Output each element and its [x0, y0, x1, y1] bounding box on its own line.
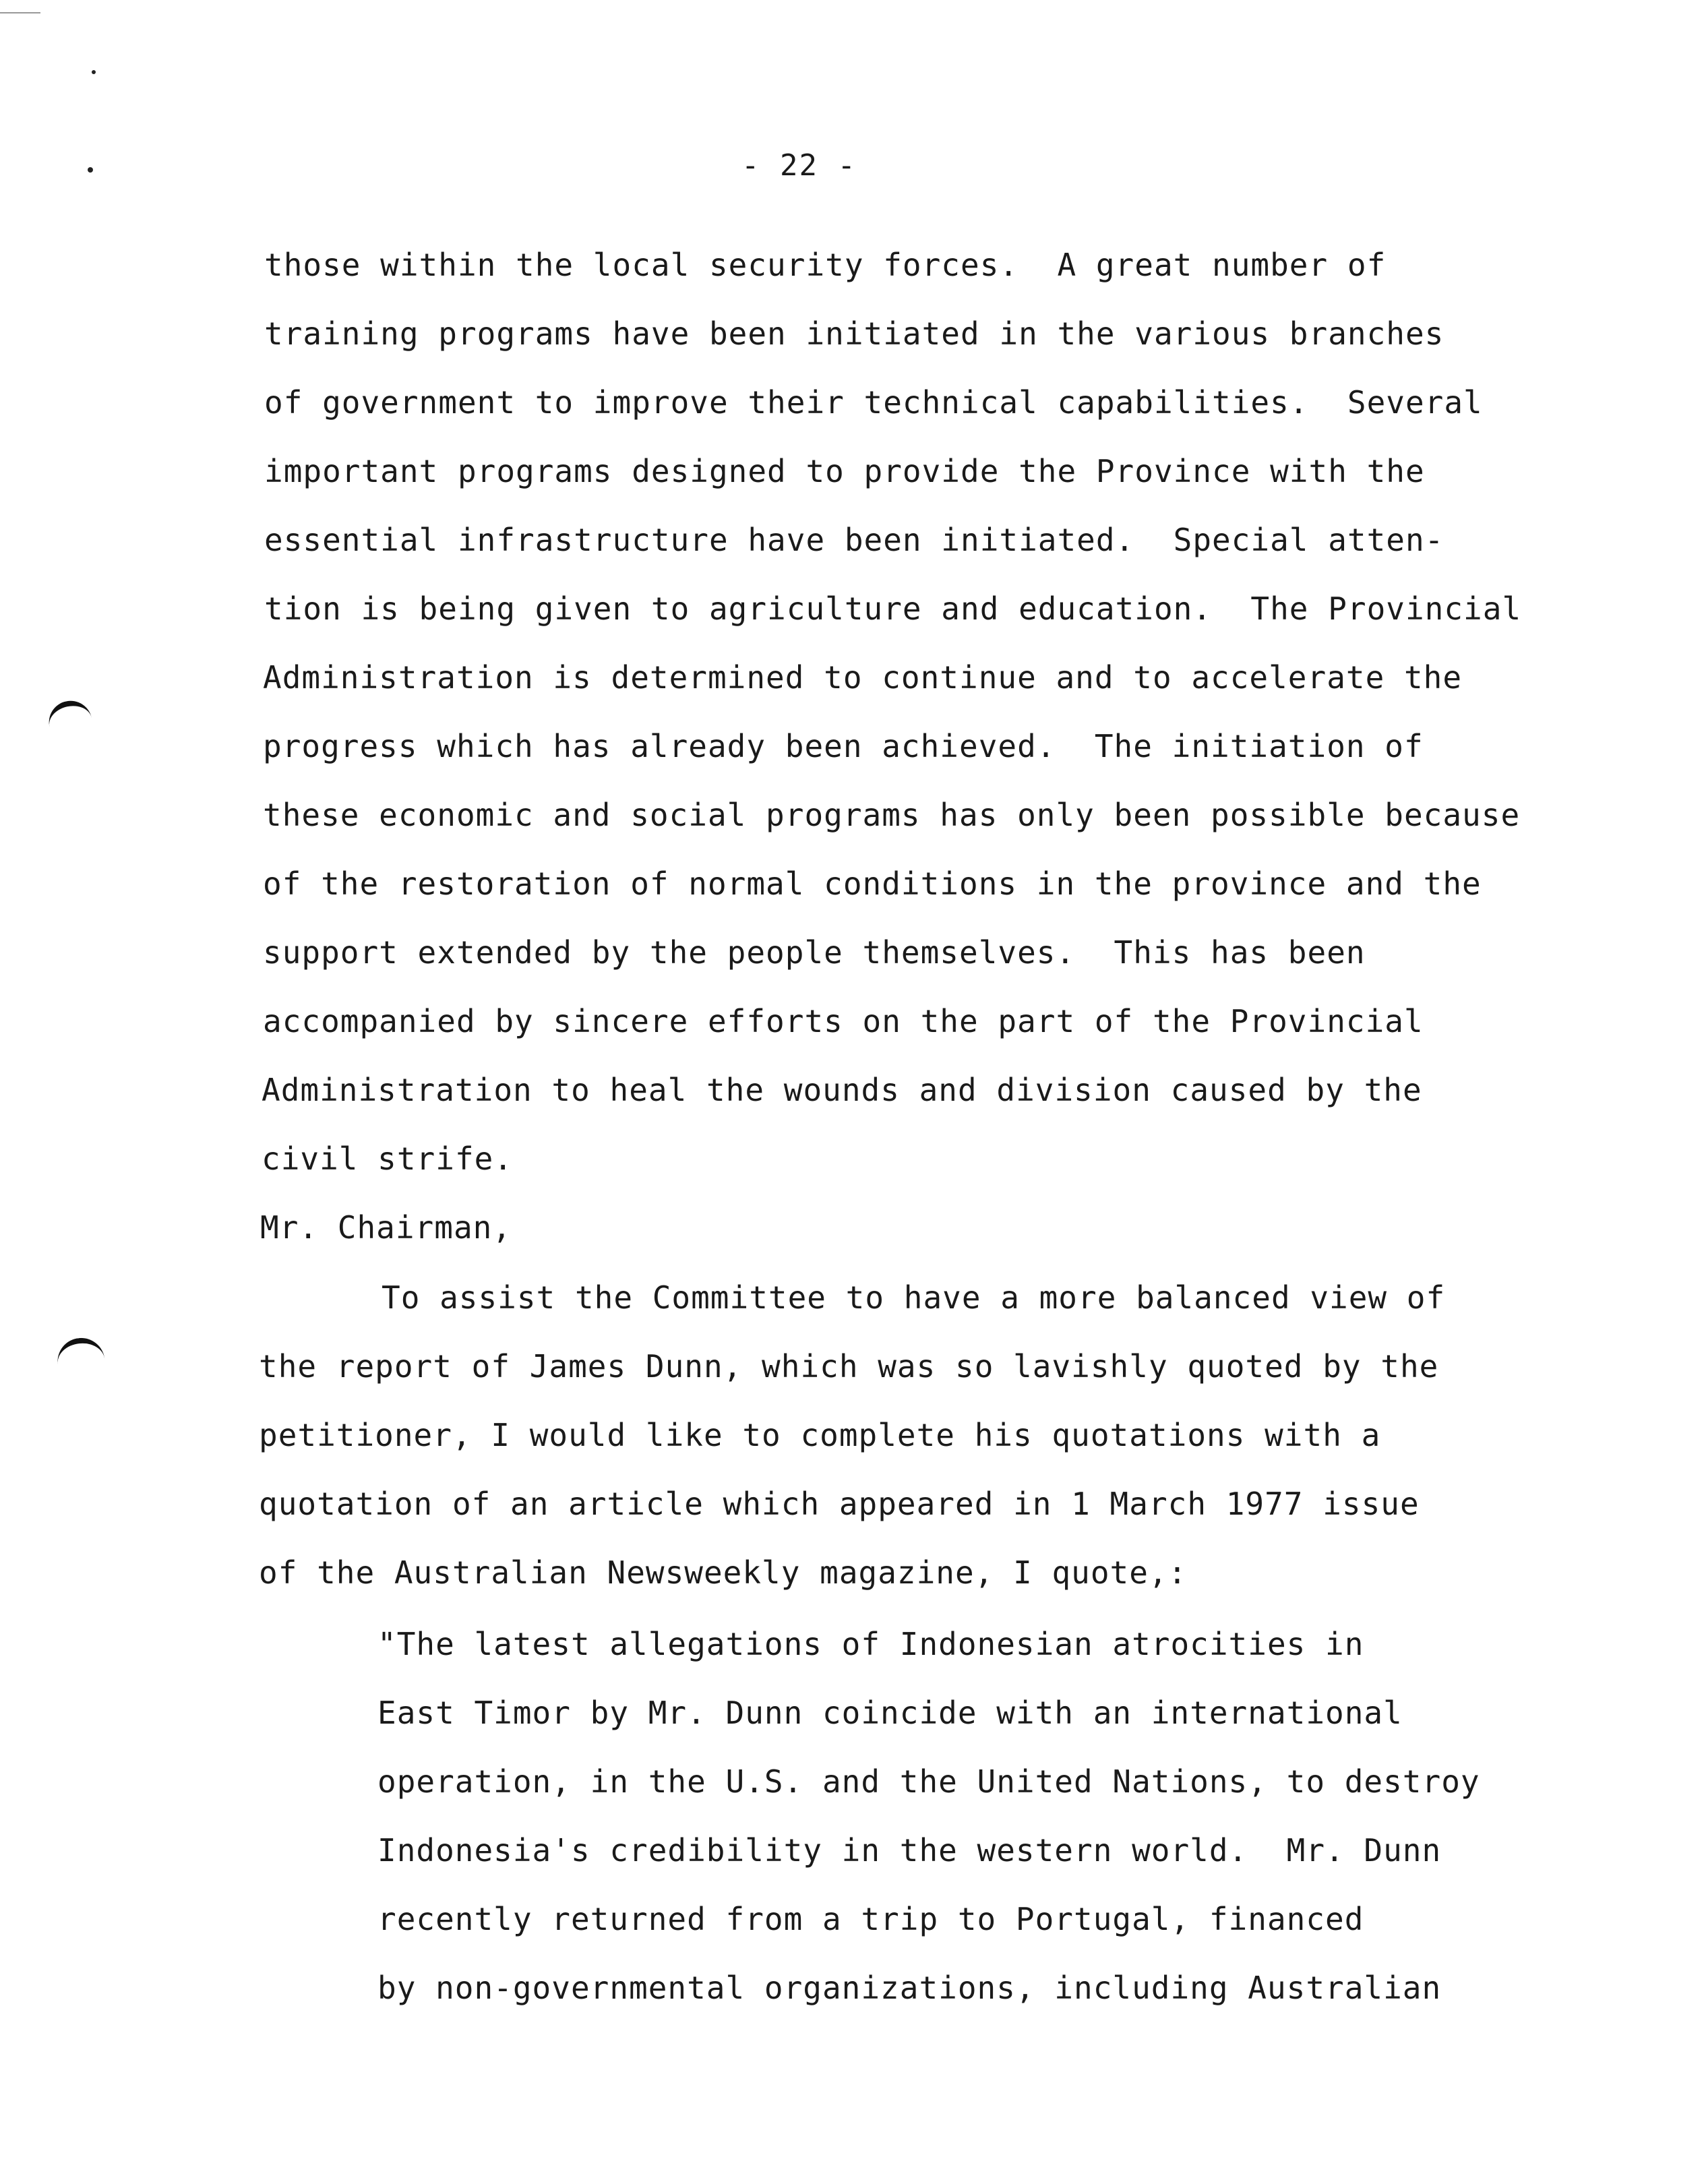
quote-line: operation, in the U.S. and the United Nations, to destroy	[377, 1763, 1480, 1800]
body-line: accompanied by sincere efforts on the part of the Provincial	[263, 1003, 1424, 1039]
page-number: - 22 -	[741, 148, 857, 183]
body-line: of the Australian Newsweekly magazine, I quote,:	[259, 1554, 1188, 1591]
quote-line: by non-governmental organizations, including Australian	[377, 1970, 1442, 2006]
scan-dot-2	[88, 167, 93, 173]
quote-line: East Timor by Mr. Dunn coincide with an international	[377, 1695, 1403, 1731]
body-line: To assist the Committee to have a more balanced view of	[382, 1279, 1446, 1316]
quote-line: "The latest allegations of Indonesian atrocities in	[377, 1626, 1364, 1662]
body-line: quotation of an article which appeared in 1 March 1977 issue	[259, 1486, 1420, 1522]
body-line: of the restoration of normal conditions in the province and the	[263, 866, 1482, 902]
body-line: tion is being given to agriculture and education. The Provincial	[264, 590, 1522, 627]
body-line: these economic and social programs has only been possible because	[263, 797, 1521, 833]
body-line: petitioner, I would like to complete his quotations with a	[259, 1417, 1381, 1453]
body-line: progress which has already been achieved. The initiation of	[263, 728, 1424, 764]
quote-line: recently returned from a trip to Portugal, financed	[377, 1901, 1364, 1937]
body-line: of government to improve their technical capabilities. Several	[264, 384, 1483, 421]
scan-line-top	[0, 12, 40, 13]
body-line: civil strife.	[262, 1141, 514, 1177]
body-line: support extended by the people themselves. This has been	[263, 934, 1366, 971]
punch-hole-mark-2	[55, 1335, 105, 1368]
body-line: Administration is determined to continue and to accelerate the	[263, 659, 1463, 696]
body-line: training programs have been initiated in the various branches	[264, 315, 1444, 352]
scan-dot-1	[92, 70, 96, 74]
body-line: Administration to heal the wounds and division caused by the	[262, 1072, 1422, 1108]
punch-hole-mark-1	[45, 697, 93, 731]
body-line: those within the local security forces. A great number of	[264, 247, 1387, 283]
salutation: Mr. Chairman,	[260, 1209, 512, 1246]
body-line: the report of James Dunn, which was so lavishly quoted by the	[259, 1348, 1439, 1385]
body-line: important programs designed to provide the Province with the	[264, 453, 1425, 489]
body-line: essential infrastructure have been initiated. Special atten-	[264, 522, 1444, 558]
quote-line: Indonesia's credibility in the western world. Mr. Dunn	[377, 1832, 1442, 1869]
